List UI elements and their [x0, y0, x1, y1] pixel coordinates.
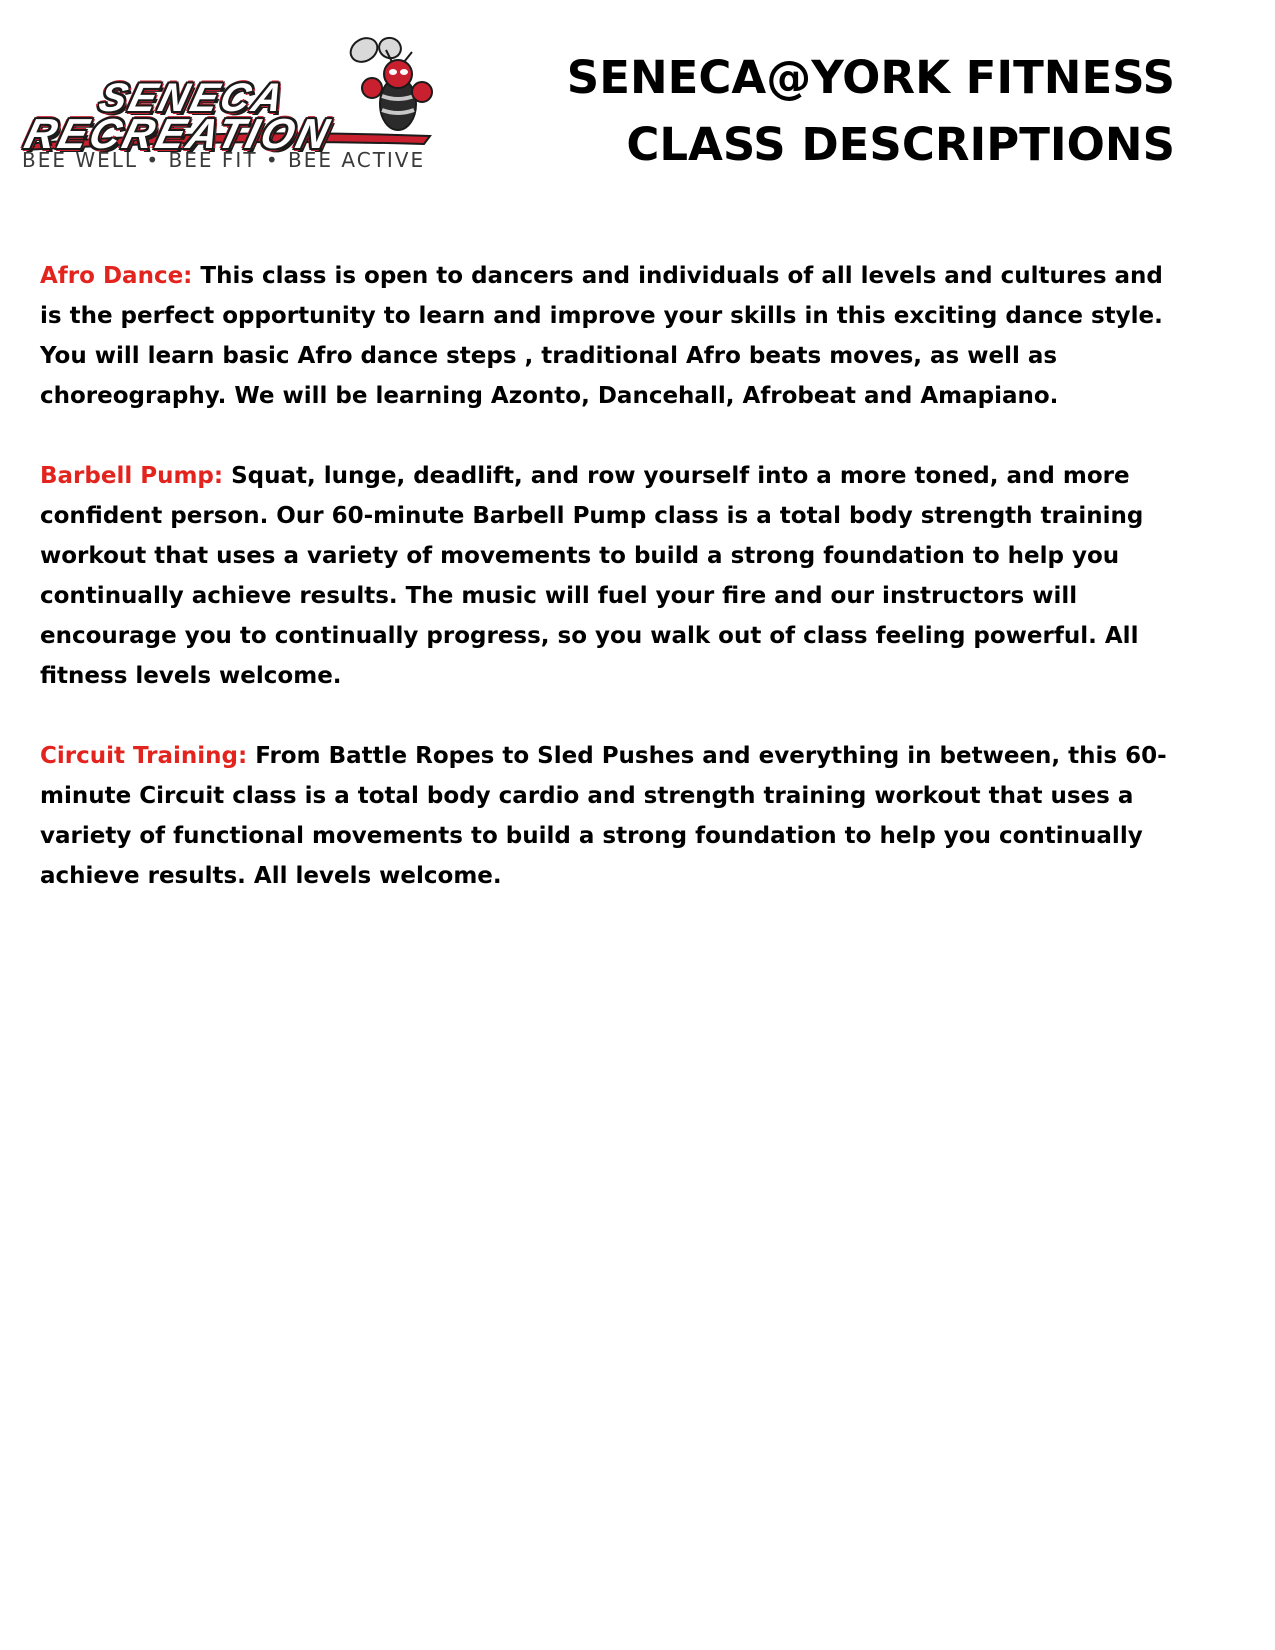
logo-wordmark-seneca: SENECA: [94, 76, 291, 120]
class-description: This class is open to dancers and individuals of all levels and cultures and is the perfect opportunity to learn and improve your skills in this exciting dance style. You will learn basic Afro dance steps , traditional Afro beats moves, as well as choreography. We will be learning Azonto, Dancehall, Afrobeat and Amapiano.: [40, 263, 1163, 409]
class-descriptions: [40, 256, 1180, 936]
class-entry-circuit-training: [40, 736, 1180, 896]
class-name: Afro Dance:: [40, 263, 193, 289]
class-name: Circuit Training:: [40, 743, 248, 769]
logo-tagline: BEE WELL • BEE FIT • BEE ACTIVE: [22, 148, 426, 172]
logo-wordmark-recreation: RECREATION: [20, 110, 337, 157]
class-entry-barbell-pump: [40, 456, 1180, 696]
class-entry-afro-dance: [40, 256, 1180, 416]
seneca-recreation-logo: [20, 36, 460, 176]
page-title: [567, 44, 1175, 178]
page-title-line-1: SENECA@YORK FITNESS: [566, 51, 1175, 104]
class-name: Barbell Pump:: [40, 463, 224, 489]
class-description: Squat, lunge, deadlift, and row yourself into a more toned, and more confident person. Our 60-minute Barbell Pump class is a total body strength training workout that uses a variety of movements to build a strong foundation to help you continually achieve results. The music will fuel your fire and our instructors will encourage you to continually progress, so you walk out of class feeling powerful. All fitness levels welcome.: [40, 463, 1144, 689]
class-description: From Battle Ropes to Sled Pushes and everything in between, this 60-minute Circuit class is a total body cardio and strength training workout that uses a variety of functional movements to build a strong foundation to help you continually achieve results. All levels welcome.: [40, 743, 1167, 889]
page-title-line-2: CLASS DESCRIPTIONS: [626, 118, 1175, 171]
